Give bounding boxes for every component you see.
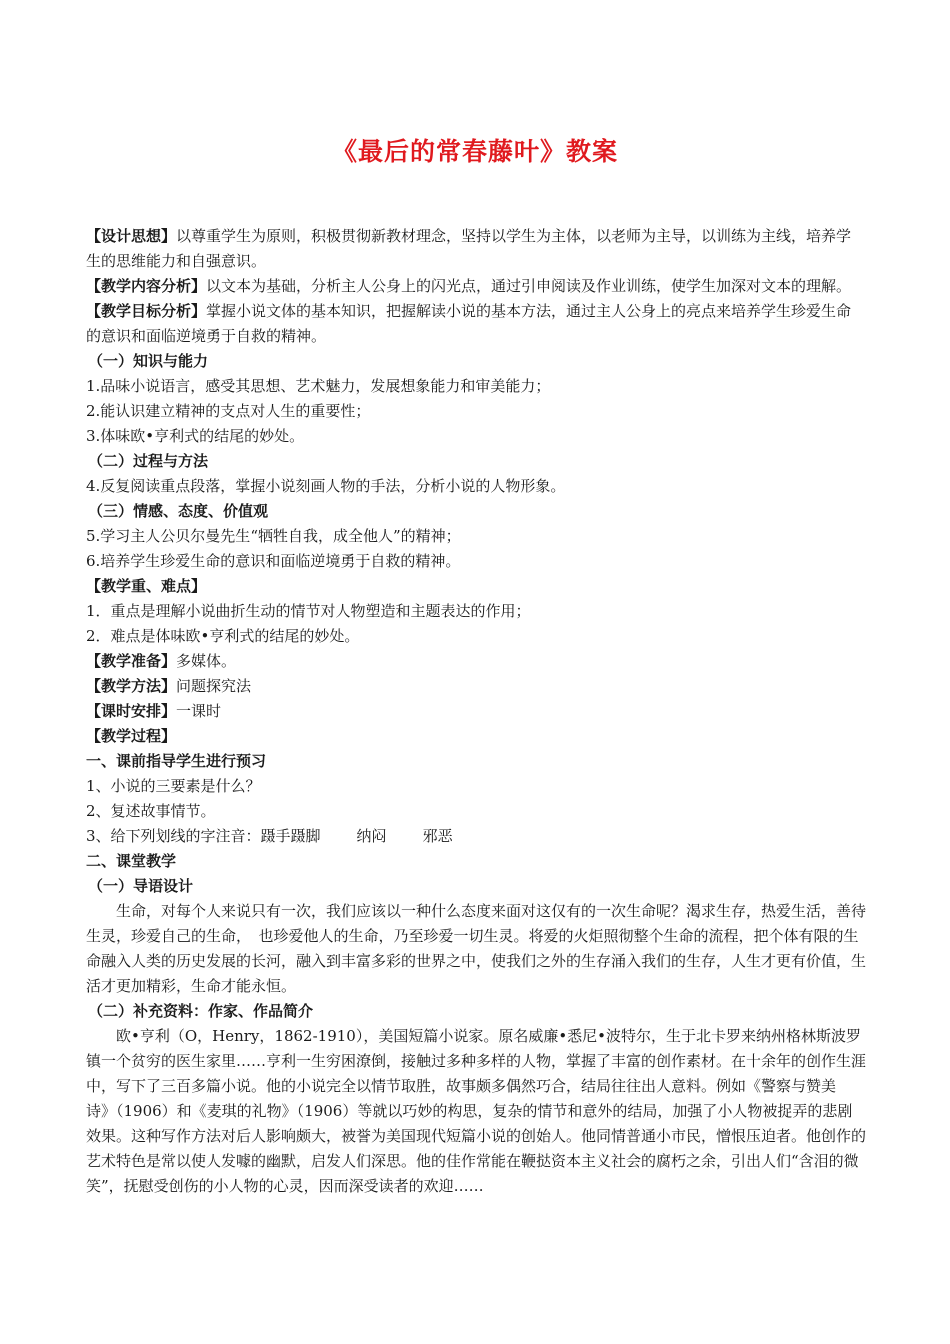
key-point-item: 1．重点是理解小说曲折生动的情节对人物塑造和主题表达的作用； — [86, 602, 531, 620]
pronunciation-word: 纳闷 — [356, 827, 387, 845]
goal-analysis-label: 【教学目标分析】 — [86, 302, 207, 320]
pronunciation-word: 邪恶 — [422, 827, 453, 845]
prep-paragraph — [86, 649, 866, 674]
pronunciation-prefix: 3、给下列划线的字注音：蹑手蹑脚 — [86, 827, 321, 845]
document-body — [86, 224, 866, 1199]
schedule-text: 一课时 — [176, 702, 222, 720]
goal3-heading: （三）情感、态度、价值观 — [88, 502, 269, 520]
method-text: 问题探究法 — [176, 677, 252, 695]
design-label: 【设计思想】 — [86, 227, 177, 245]
process-label: 【教学过程】 — [86, 727, 177, 745]
supplement-paragraph: 欧•亨利（O，Henry，1862-1910），美国短篇小说家。原名威廉•悉尼•波特尔，生于北卡罗来纳州格林斯波罗镇一个贫穷的医生家里……亨利一生穷困潦倒，接触过多种多样的人物，掌握了丰富的创作素材。在十余年的创作生涯中，写下了三百多篇小说。他的小说完全以情节取胜，故事颇多偶然巧合，结局往往出人意料。例如《警察与赞美诗》（1906）和《麦琪的礼物》（1906）等就以巧妙的构思，复杂的情节和意外的结局，加强了小人物被捉弄的悲剧效果。这种写作方法对后人影响颇大，被誉为美国现代短篇小说的创始人。他同情普通小市民，憎恨压迫者。他创作的艺术特色是常以使人发噱的幽默，启发人们深思。他的佳作常能在鞭挞资本主义社会的腐朽之余，引出人们“含泪的微笑”，抚慰受创伤的小人物的心灵，因而深受读者的欢迎…… — [86, 1027, 867, 1195]
content-analysis-label: 【教学内容分析】 — [86, 277, 207, 295]
goal1-heading: （一）知识与能力 — [88, 352, 209, 370]
supplement-heading: （二）补充资料：作家、作品简介 — [88, 1002, 314, 1020]
design-paragraph — [86, 224, 866, 274]
goal1-item: 3.体味欧•亨利式的结尾的妙处。 — [86, 427, 305, 445]
schedule-label: 【课时安排】 — [86, 702, 177, 720]
content-analysis-text: 以文本为基础，分析主人公身上的闪光点，通过引申阅读及作业训练，使学生加深对文本的理解。 — [206, 277, 852, 295]
goal-analysis-text: 掌握小说文体的基本知识，把握解读小说的基本方法，通过主人公身上的亮点来培养学生珍爱生命的意识和面临逆境勇于自救的精神。 — [86, 302, 852, 345]
intro-paragraph: 生命，对每个人来说只有一次，我们应该以一种什么态度来面对这仅有的一次生命呢？渴求生存，热爱生活，善待生灵，珍爱自己的生命， 也珍爱他人的生命，乃至珍爱一切生灵。将爱的火炬照彻整个生命的流程，把个体有限的生命融入人类的历史发展的长河，融入到丰富多彩的世界之中，使我们之外的生存涌入我们的生存，人生才更有价值，生活才更加精彩，生命才能永恒。 — [86, 902, 867, 995]
document-title: 《最后的常春藤叶》教案 — [331, 137, 618, 166]
content-analysis-paragraph — [86, 274, 866, 299]
part1-item: 1、小说的三要素是什么？ — [86, 777, 261, 795]
prep-label: 【教学准备】 — [86, 652, 177, 670]
goal1-item: 1.品味小说语言，感受其思想、艺术魅力，发展想象能力和审美能力； — [86, 377, 551, 395]
goal2-item: 4.反复阅读重点段落，掌握小说刻画人物的手法，分析小说的人物形象。 — [86, 477, 566, 495]
part1-heading: 一、课前指导学生进行预习 — [86, 752, 267, 770]
goal3-item: 5.学习主人公贝尔曼先生“牺牲自我，成全他人”的精神； — [86, 527, 461, 545]
goal1-item: 2.能认识建立精神的支点对人生的重要性； — [86, 402, 371, 420]
goal2-heading: （二）过程与方法 — [88, 452, 209, 470]
part2-heading: 二、课堂教学 — [86, 852, 177, 870]
method-label: 【教学方法】 — [86, 677, 177, 695]
method-paragraph — [86, 674, 866, 699]
part1-item: 2、复述故事情节。 — [86, 802, 216, 820]
schedule-paragraph — [86, 699, 866, 724]
goal-analysis-paragraph — [86, 299, 866, 349]
part1-item-pronunciation — [86, 824, 866, 849]
intro-heading: （一）导语设计 — [88, 877, 194, 895]
design-text: 以尊重学生为原则，积极贯彻新教材理念，坚持以学生为主体，以老师为主导，以训练为主线，培养学生的思维能力和自强意识。 — [86, 227, 852, 270]
key-point-item: 2．难点是体味欧•亨利式的结尾的妙处。 — [86, 627, 360, 645]
goal3-item: 6.培养学生珍爱生命的意识和面临逆境勇于自救的精神。 — [86, 552, 461, 570]
prep-text: 多媒体。 — [176, 652, 237, 670]
key-points-label: 【教学重、难点】 — [86, 577, 207, 595]
